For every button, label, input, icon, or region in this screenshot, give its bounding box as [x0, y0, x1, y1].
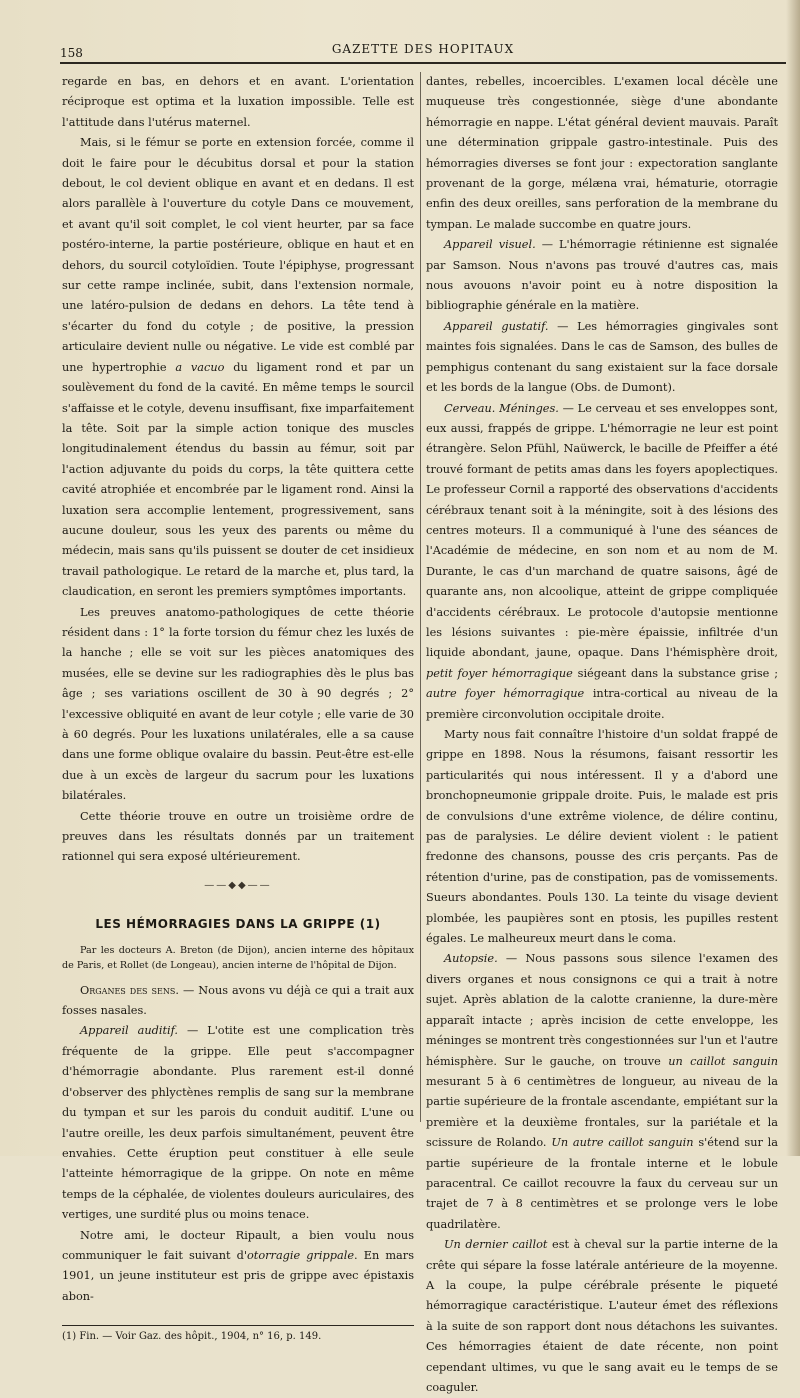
paragraph: Un dernier caillot est à cheval sur la partie interne de la crête qui sépare la fosse latérale antérieure de la moyenne. A la coupe, la pulpe cérébrale présente le piqueté hémorragique caractéristique. L'auteur émet des réflexions à la suite de son rapport dont nous détachons les suivantes. Ces hémorragies étaient de date récente, non point cependant ultimes, vu que le sang avait eu le temps de se coaguler. [426, 1238, 779, 1394]
footnote-rule [62, 1325, 414, 1326]
right-column [426, 72, 778, 1398]
paragraph: Autopsie. — Nous passons sous silence l'examen des divers organes et nous consignons ce qui a trait à notre sujet. Après ablation de la calotte cranienne, la dure-mère apparaît intacte ; après incision de cette enveloppe, les méninges se montrent très congestionnées sur l'un et l'autre hémisphère. Sur le gauche, on trouve un caillot sanguin mesurant 5 à 6 centimètres de longueur, au niveau de la partie supérieure de la frontale ascendante, empiétant sur la première et la deuxième frontales, sur la pariétale et la scissure de Rolando. Un autre caillot sanguin s'étend sur la partie supérieure de la frontale interne et le lobule paracentral. Ce caillot recouvre la faux du cerveau sur un trajet de 7 à 8 centimètres et se prolonge vers le lobe quadrilatère. [426, 952, 779, 1231]
paragraph: Notre ami, le docteur Ripault, a bien voulu nous communiquer le fait suivant d'otorragie grippale. En mars 1901, un jeune instituteur est pris de grippe avec épistaxis abon- [62, 1228, 414, 1303]
byline: Par les docteurs A. Breton (de Dijon), ancien interne des hôpitaux de Paris, et Rollet (de Longeau), ancien interne de l'hôpital de Dijon. [62, 944, 414, 971]
page-header [60, 40, 786, 64]
paragraph: Cette théorie trouve en outre un troisième ordre de preuves dans les résultats donnés par un traitement rationnel qui sera exposé ultérieurement. [62, 809, 414, 864]
paragraph: Appareil auditif. — L'otite est une complication très fréquente de la grippe. Elle peut s'accompagner d'hémorragie abondante. Plus rarement est-il donné d'observer des phlyctènes remplis de sang sur la membrane du tympan et sur les parois du conduit auditif. L'une ou l'autre oreille, les deux parfois simultanément, peuvent être envahies. Cette éruption peut constituer à elle seule l'atteinte hémorragique de la grippe. On note en même temps de la céphalée, de violentes douleurs auriculaires, des vertiges, une surdité plus ou moins tenace. [62, 1024, 415, 1222]
paragraph: Cerveau. Méninges. — Le cerveau et ses enveloppes sont, eux aussi, frappés de grippe. L'hémorragie ne leur est point étrangère. Selon Pfühl, Naüwerck, le bacille de Pfeiffer a été trouvé formant de petits amas dans les foyers apoplectiques. Le professeur Cornil a rapporté des observations d'accidents cérébraux tenant soit à la méningite, soit à des lésions des centres moteurs. Il a communiqué à l'une des séances de l'Académie de médecine, en son nom et au nom de M. Durante, le cas d'un marchand de quatre saisons, âgé de quarante ans, non alcoolique, atteint de grippe compliquée d'accidents cérébraux. Le protocole d'autopsie mentionne les lésions suivantes : pie-mère épaissie, infiltrée d'un liquide abondant, jaune, opaque. Dans l'hémisphère droit, petit foyer hémorragique siégeant dans la substance grise ; autre foyer hémorragique intra-cortical au niveau de la première circonvolution occipitale droite. [426, 401, 778, 721]
paragraph: regarde en bas, en dehors et en avant. L'orientation réciproque est optima et la luxation impossible. Telle est l'attitude dans l'utérus maternel. [62, 75, 414, 129]
paragraph: Les preuves anatomo-pathologiques de cette théorie résident dans : 1° la forte torsion du fémur chez les luxés de la hanche ; elle se voit sur les pièces anatomiques des musées, elle se devine sur les radiographies dès le plus bas âge ; ses variations oscillent de 30 à 90 degrés ; 2° l'excessive obliquité en avant de leur cotyle ; elle varie de 30 à 60 degrés. Pour les luxations unilatérales, elle a sa cause dans une forme oblique ovalaire du bassin. Peut-être est-elle due à un excès de largeur du sacrum pour les luxations bilatérales. [62, 605, 414, 803]
section-divider: ——◆◆—— [204, 879, 272, 891]
journal-title: GAZETTE DES HOPITAUX [331, 42, 515, 56]
left-column [62, 72, 414, 1344]
paragraph: Mais, si le fémur se porte en extension forcée, comme il doit le faire pour le décubitus dorsal et pour la station debout, le col devient oblique en avant et en dedans. Il est alors parallèle à l'ouverture du cotyle Dans ce mouvement, et avant qu'il soit complet, le col vient heurter, par sa face postéro-interne, la partie postérieure, oblique en haut et en dehors, du sourcil cotyloïdien. Toute l'épiphyse, progressant sur cette rampe inclinée, subit, dans l'extension normale, une latéro-pulsion de dedans en dehors. La tête tend à s'écarter du fond du cotyle ; de positive, la pression articulaire devient nulle ou négative. Le vide est comblé par une hypertrophie a vacuo du ligament rond et par un soulèvement du fond de la cavité. En même temps le sourcil s'affaisse et le cotyle, devenu insuffisant, fixe imparfaitement la tête. Soit par la simple action tonique des muscles longitudinalement étendus du bassin au fémur, soit par l'action adjuvante du poids du corps, la tête quittera cette cavité atrophiée et encombrée par le ligament rond. Ainsi la luxation sera accomplie lentement, progressivement, sans aucune douleur, sous les yeux des parents ou même du médecin, mais sans qu'ils puissent se douter de cet insidieux travail pathologique. Le retard de la marche et, plus tard, la claudication, en seront les premiers symptômes importants. [62, 136, 415, 599]
column-divider [420, 72, 421, 1122]
article-title: LES HÉMORRAGIES DANS LA GRIPPE (1) [95, 917, 381, 932]
page-edge-shadow [786, 0, 800, 1156]
paragraph: dantes, rebelles, incoercibles. L'examen local décèle une muqueuse très congestionnée, siège d'une abondante hémorragie en nappe. L'état général devient mauvais. Paraît une détermination grippale gastro-intestinale. Puis des hémorragies diverses se font jour : expectoration sanglante provenant de la gorge, mélæna vrai, hématurie, otorragie enfin des deux oreilles, sans perforation de la membrane du tympan. Le malade succombe en quatre jours. [426, 75, 778, 231]
page-number: 158 [60, 46, 83, 60]
paragraph: Appareil gustatif. — Les hémorragies gingivales sont maintes fois signalées. Dans le cas de Samson, des bulles de pemphigus contenant du sang existaient sur la face dorsale et les bords de la langue (Obs. de Dumont). [426, 319, 778, 395]
footnote: (1) Fin. — Voir Gaz. des hôpit., 1904, n° 16, p. 149. [62, 1331, 322, 1343]
paragraph: Marty nous fait connaître l'histoire d'un soldat frappé de grippe en 1898. Nous la résumons, faisant ressortir les particularités qui nous intéressent. Il y a d'abord une bronchopneumonie grippale droite. Puis, le malade est pris de convulsions d'une extrême violence, de délire continu, pas de paralysies. Le délire devient violent : le patient fredonne des chansons, pousse des cris perçants. Pas de rétention d'urine, pas de constipation, pas de vomissements. Sueurs abondantes. Pouls 130. La teinte du visage devient plombée, les paupières sont en ptosis, les pupilles restent égales. Le malheureux meurt dans le coma. [426, 728, 778, 946]
paragraph: Organes des sens. — Nous avons vu déjà ce qui a trait aux fosses nasales. [62, 983, 414, 1018]
paragraph: Appareil visuel. — L'hémorragie rétinienne est signalée par Samson. Nous n'avons pas trouvé d'autres cas, mais nous avouons n'avoir point eu à notre disposition la bibliographie générale en la matière. [426, 238, 779, 313]
